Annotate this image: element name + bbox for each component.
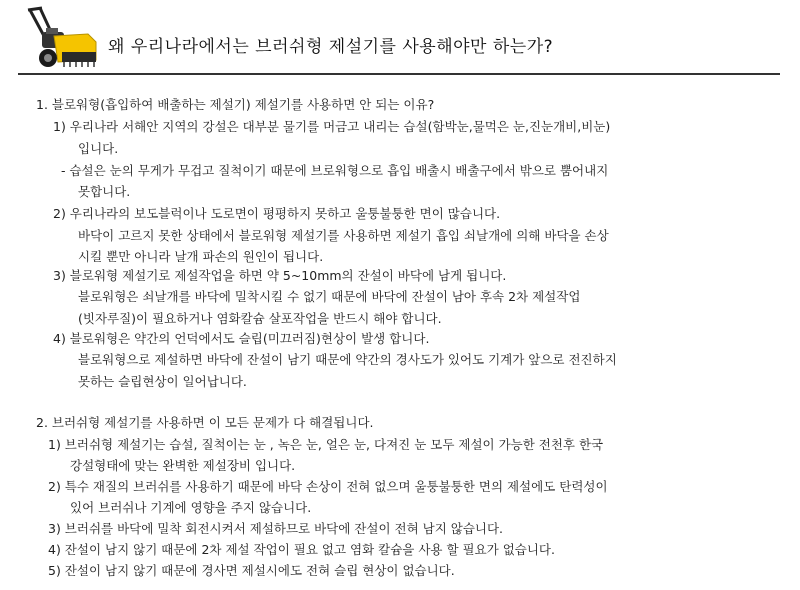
section1-item3-line3: (빗자루질)이 필요하거나 염화칼슘 살포작업을 반드시 해야 합니다. xyxy=(78,311,442,326)
divider xyxy=(18,73,780,75)
section2-item4-line1: 4) 잔설이 남지 않기 때문에 2차 제설 작업이 필요 없고 염화 칼슘을 사용 할 필요가 없습니다. xyxy=(48,542,555,557)
section1-item3-line2: 블로워형은 쇠날개를 바닥에 밀착시킬 수 없기 때문에 바닥에 잔설이 남아 후속 2차 제설작업 xyxy=(78,289,581,304)
section1-item3-line1: 3) 블로워형 제설기로 제설작업을 하면 약 5~10mm의 잔설이 바닥에 남게 됩니다. xyxy=(53,268,507,283)
section1-item2-line1: 2) 우리나라의 보도블럭이나 도로면이 평평하지 못하고 울퉁불퉁한 면이 많습니다. xyxy=(53,206,501,221)
section2-item1-line2: 강설형태에 맞는 완벽한 제설장비 입니다. xyxy=(70,458,296,473)
section1-item4-line2: 블로워형으로 제설하면 바닥에 잔설이 남기 때문에 약간의 경사도가 있어도 기계가 앞으로 전진하지 xyxy=(78,352,617,367)
section2-item1-line1: 1) 브러쉬형 제설기는 습설, 질척이는 눈 , 녹은 눈, 얼은 눈, 다져진 눈 모두 제설이 가능한 전천후 한국 xyxy=(48,437,604,452)
section1-heading: 1. 블로워형(흡입하여 배출하는 제설기) 제설기를 사용하면 안 되는 이유? xyxy=(36,97,435,112)
section2-item2-line2: 있어 브러쉬나 기계에 영향을 주지 않습니다. xyxy=(70,500,312,515)
section1-item1-line2: 입니다. xyxy=(78,141,119,156)
section1-item1-line1: 1) 우리나라 서해안 지역의 강설은 대부분 물기를 머금고 내리는 습설(함박눈,물먹은 눈,진눈개비,비눈) xyxy=(53,119,611,134)
section1-item4-line1: 4) 블로워형은 약간의 언덕에서도 슬립(미끄러짐)현상이 발생 합니다. xyxy=(53,331,430,346)
section1-item2-line3: 시킬 뿐만 아니라 날개 파손의 원인이 됩니다. xyxy=(78,249,324,264)
section2-heading: 2. 브러쉬형 제설기를 사용하면 이 모든 문제가 다 해결됩니다. xyxy=(36,415,374,430)
section2-item3-line1: 3) 브러쉬를 바닥에 밀착 회전시켜서 제설하므로 바닥에 잔설이 전혀 남지 않습니다. xyxy=(48,521,504,536)
page-title: 왜 우리나라에서는 브러쉬형 제설기를 사용해야만 하는가? xyxy=(108,37,554,57)
header xyxy=(0,0,800,76)
section2-item2-line1: 2) 특수 재질의 브러쉬를 사용하기 때문에 바닥 손상이 전혀 없으며 울퉁불퉁한 면의 제설에도 탄력성이 xyxy=(48,479,608,494)
section2-item5-line1: 5) 잔설이 남지 않기 때문에 경사면 제설시에도 전혀 슬립 현상이 없습니다. xyxy=(48,563,455,578)
brush-snow-plow-machine-icon xyxy=(18,4,98,72)
section1-item2-line2: 바닥이 고르지 못한 상태에서 블로워형 제설기를 사용하면 제설기 흡입 쇠날개에 의해 바닥을 손상 xyxy=(78,228,609,243)
section1-item1-note-line2: 못합니다. xyxy=(78,184,131,199)
section1-item4-line3: 못하는 슬립현상이 일어납니다. xyxy=(78,374,247,389)
section1-item1-note-line1: - 습설은 눈의 무게가 무겁고 질척이기 때문에 브로워형으로 흡입 배출시 배출구에서 밖으로 뿜어내지 xyxy=(61,163,609,178)
